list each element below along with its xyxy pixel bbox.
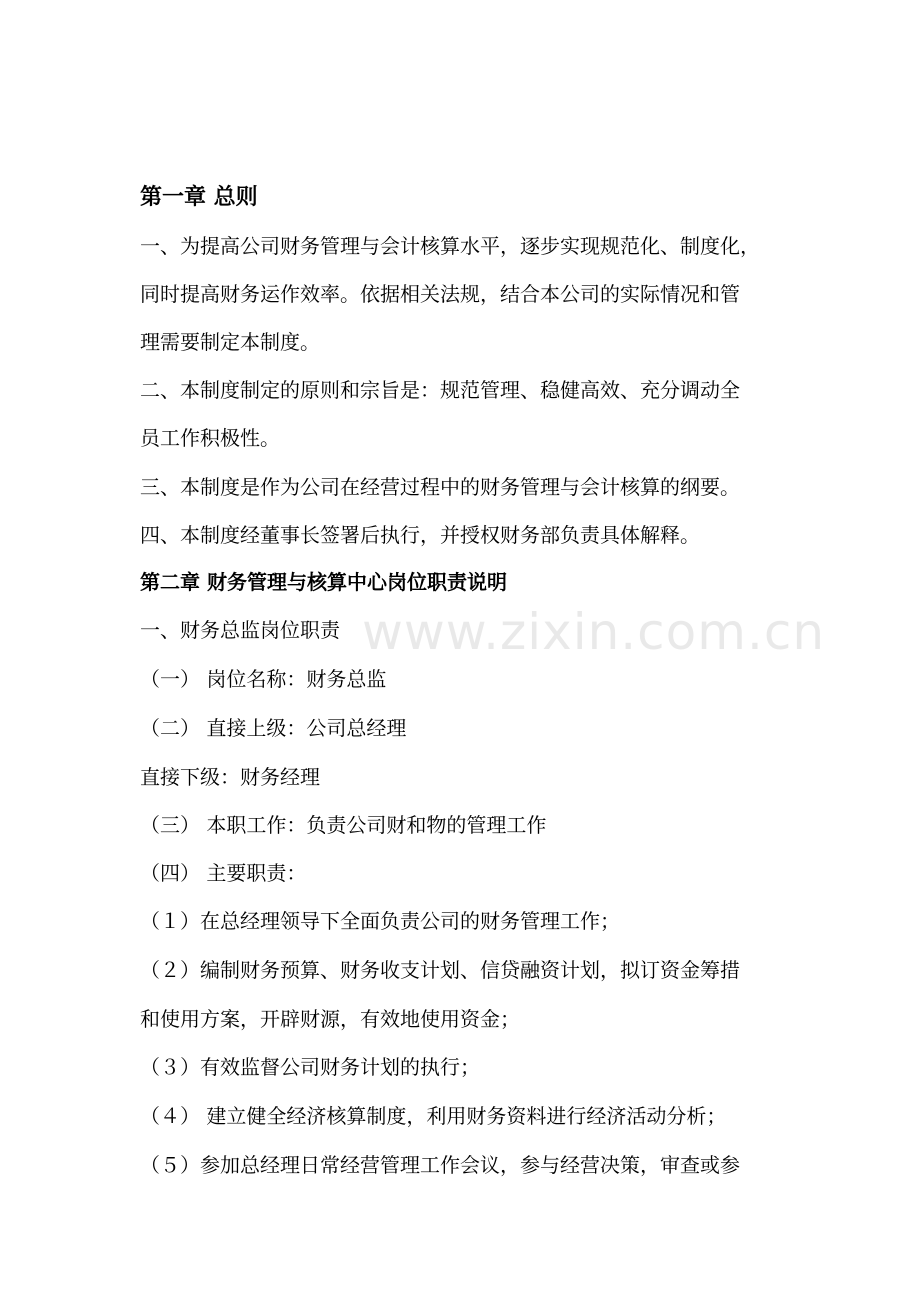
list-item: （２）编制财务预算、财务收支计划、信贷融资计划，拟订资金筹措	[140, 958, 740, 982]
list-item: （４） 建立健全经济核算制度，利用财务资料进行经济活动分析；	[140, 1104, 727, 1128]
chapter-one-heading: 第一章 总则	[140, 185, 258, 210]
list-item: （一） 岗位名称：财务总监	[140, 667, 387, 691]
list-item: （５）参加总经理日常经营管理工作会议，参与经营决策，审查或参	[140, 1153, 740, 1177]
paragraph-line: 同时提高财务运作效率。依据相关法规，结合本公司的实际情况和管	[140, 282, 740, 306]
list-item: （１）在总经理领导下全面负责公司的财务管理工作；	[140, 909, 620, 933]
paragraph-line: 三、本制度是作为公司在经营过程中的财务管理与会计核算的纲要。	[140, 475, 740, 499]
section-heading: 一、财务总监岗位职责	[140, 618, 340, 642]
paragraph-line: 二、本制度制定的原则和宗旨是：规范管理、稳健高效、充分调动全	[140, 378, 740, 402]
list-item: （三） 本职工作：负责公司财和物的管理工作	[140, 813, 547, 837]
paragraph-line: 一、为提高公司财务管理与会计核算水平，逐步实现规范化、制度化，	[140, 234, 760, 258]
chapter-two-heading: 第二章 财务管理与核算中心岗位职责说明	[140, 570, 507, 594]
list-item: （３）有效监督公司财务计划的执行；	[140, 1055, 480, 1079]
paragraph-line: 员工作积极性。	[140, 426, 280, 450]
paragraph-line: 四、本制度经董事长签署后执行，并授权财务部负责具体解释。	[140, 523, 700, 547]
list-item: （二） 直接上级：公司总经理	[140, 716, 407, 740]
list-item: （四） 主要职责：	[140, 861, 307, 885]
list-item: 和使用方案，开辟财源，有效地使用资金；	[140, 1007, 520, 1031]
paragraph-line: 理需要制定本制度。	[140, 330, 320, 354]
list-item: 直接下级：财务经理	[140, 765, 320, 789]
watermark: www.zixin.com.cn	[362, 603, 826, 661]
